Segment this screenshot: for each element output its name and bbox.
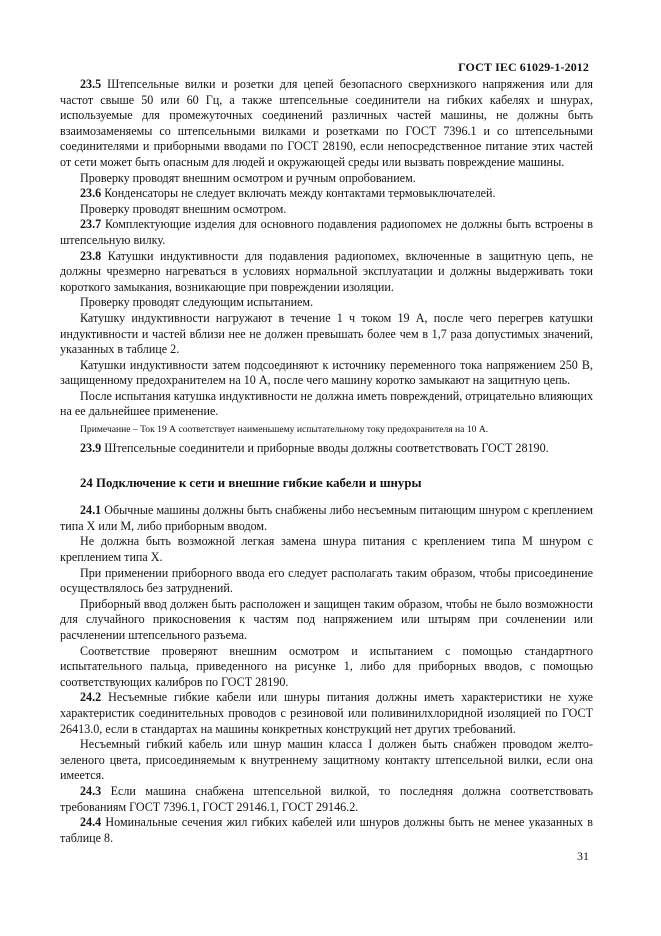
paragraph-text: После испытания катушка индуктивности не должна иметь повреждений, отрицательно влияющих на ее дальнейшее применение. xyxy=(60,388,593,419)
paragraph-text: Комплектующие изделия для основного подавления радиопомех не должны быть встроены в штепсельную вилку. xyxy=(60,217,593,247)
document-body xyxy=(60,77,593,846)
paragraph xyxy=(60,295,593,311)
paragraph-text: Несъемные гибкие кабели или шнуры питания должны иметь характеристики не хуже характеристик соединительных проводов с резиновой или поливинилхлоридной изоляцией по ГОСТ 26413.0, если в стандартах на машины конкретных конструкций нет других требований. xyxy=(60,690,593,736)
clause-number: 23.8 xyxy=(80,248,102,263)
paragraph xyxy=(60,644,593,691)
paragraph xyxy=(60,217,593,248)
paragraph xyxy=(60,249,593,296)
note: Примечание – Ток 19 А соответствует наименьшему испытательному току предохранителя на 10 А. xyxy=(80,424,489,436)
paragraph-text: Катушки индуктивности затем подсоединяют к источнику переменного тока напряжением 250 В, защищенному предохранителем на 10 А, после чего машину коротко замыкают на защитную цепь. xyxy=(60,357,593,388)
page-number: 31 xyxy=(577,849,589,863)
clause-number: 23.7 xyxy=(80,217,102,232)
section-24-title: 24 Подключение к сети и внешние гибкие кабели и шнуры xyxy=(80,475,422,490)
paragraph-text: Обычные машины должны быть снабжены либо несъемным питающим шнуром с креплением типа X или M, либо приборным вводом. xyxy=(60,503,593,533)
paragraph xyxy=(60,737,593,784)
paragraph-text: Не должна быть возможной легкая замена шнура питания с креплением типа M шнуром с креплением типа X. xyxy=(60,534,593,565)
section-24-paragraphs xyxy=(60,503,593,846)
paragraph xyxy=(60,784,593,815)
clause-number: 24.2 xyxy=(80,690,102,705)
paragraph xyxy=(60,503,593,534)
paragraph-text: Штепсельные вилки и розетки для цепей безопасного сверхнизкого напряжения или для частот свыше 50 или 60 Гц, а также штепсельные соединители на гибких кабелях и шнурах, используемые для промежуточных соединений различных частей машины, не должны быть взаимозаменяемы со штепсельными вилками и розетками по ГОСТ 7396.1 и со штепсельными соединителями и приборными вводами по ГОСТ 28190, если непосредственное питание этих частей от сети может быть опасным для людей и окружающей среды или вызвать повреждение машины. xyxy=(60,77,593,169)
clause-number: 23.6 xyxy=(80,186,102,201)
clause-number: 23.9 xyxy=(80,441,102,456)
paragraph xyxy=(60,358,593,389)
paragraph-text: Проверку проводят следующим испытанием. xyxy=(80,295,314,310)
clause-number: 24.1 xyxy=(80,503,102,518)
paragraph xyxy=(60,690,593,737)
paragraph xyxy=(60,815,593,846)
clause-number: 24.4 xyxy=(80,815,102,830)
clause-number: 24.3 xyxy=(80,783,102,798)
paragraph-text: Катушки индуктивности для подавления радиопомех, включенные в защитную цепь, не должны чрезмерно нагреваться в условиях нормальной эксплуатации и должны выдерживать токи короткого замыкания, возникающие при повреждении изоляции. xyxy=(60,248,593,294)
paragraph xyxy=(60,566,593,597)
paragraph xyxy=(60,202,593,218)
clause-text: Штепсельные соединители и приборные вводы должны соответствовать ГОСТ 28190. xyxy=(101,441,549,456)
paragraph-text: Приборный ввод должен быть расположен и защищен таким образом, чтобы не было возможности для случайного прикосновения к частям под напряжением или штырям при сочленении или расчленении штепсельного разъема. xyxy=(60,596,593,642)
paragraph xyxy=(60,186,593,202)
clause-number: 23.5 xyxy=(80,77,102,91)
paragraph xyxy=(60,77,593,171)
paragraph-23-9 xyxy=(60,441,593,457)
paragraph-text: Номинальные сечения жил гибких кабелей или шнуров должны быть не менее указанных в таблице 8. xyxy=(60,815,593,845)
section-23-paragraphs xyxy=(60,77,593,420)
paragraph xyxy=(60,534,593,565)
paragraph xyxy=(60,389,593,420)
document-header: ГОСТ IEC 61029-1-2012 xyxy=(458,60,589,74)
paragraph-text: Соответствие проверяют внешним осмотром и испытанием с помощью стандартного испытательного пальца, приведенного на рисунке 1, либо для приборных вводов, с помощью соответствующих калибров по ГОСТ 28190. xyxy=(60,643,593,689)
paragraph-text: Проверку проводят внешним осмотром. xyxy=(80,201,287,216)
paragraph-text: Если машина снабжена штепсельной вилкой, то последняя должна соответствовать требованиям ГОСТ 7396.1, ГОСТ 29146.1, ГОСТ 29146.2. xyxy=(60,783,593,814)
paragraph xyxy=(60,311,593,358)
paragraph-text: Конденсаторы не следует включать между контактами термовыключателей. xyxy=(101,186,496,201)
paragraph xyxy=(60,171,593,187)
paragraph-text: Несъемный гибкий кабель или шнур машин класса I должен быть снабжен проводом желто-зеленого цвета, присоединяемым к внутреннему защитному контакту штепсельной вилки, если она имеется. xyxy=(60,737,593,783)
paragraph-text: Проверку проводят внешним осмотром и ручным опробованием. xyxy=(80,170,416,185)
paragraph xyxy=(60,597,593,644)
paragraph-text: Катушку индуктивности нагружают в течение 1 ч током 19 А, после чего перегрев катушки индуктивности и частей вблизи нее не должен превышать более чем в 1,7 раза допустимых значений, указанных в таблице 2. xyxy=(60,310,593,357)
paragraph-text: При применении приборного ввода его следует располагать таким образом, чтобы присоединение осуществлялось без затруднений. xyxy=(60,565,593,596)
